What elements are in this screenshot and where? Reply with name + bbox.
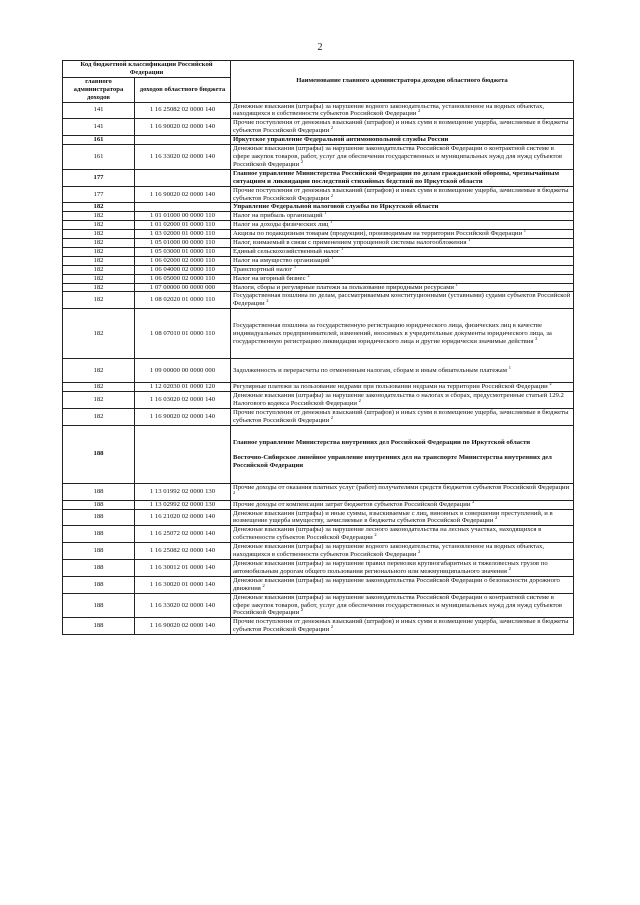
admin-code-cell: 161 [63,136,135,145]
admin-code-cell: 182 [63,221,135,230]
footnote-marker: 2 [494,515,498,521]
admin-code-cell: 177 [63,169,135,186]
income-name-cell [231,218,574,230]
income-name-text: Денежные взыскания (штрафы) за нарушение законодательства Российской Федерации о контрактной системе в сфере закупок товаров, работ, услуг для обеспечения государственных и муниципальных нужд для нужд субъектов Российской Федерации [233,145,563,168]
footnote-marker: 2 [508,565,511,571]
income-code-cell: 1 01 01000 00 0000 110 [135,212,231,221]
footnote-marker: 1 [331,254,334,260]
table-row [63,265,574,274]
footnote-marker: 2 [300,607,304,613]
income-name-cell [231,359,574,383]
table-row [63,292,574,309]
table-row [63,256,574,265]
income-code-cell: 1 08 07010 01 0000 110 [135,309,231,359]
table-row [63,239,574,248]
table-row [63,119,574,136]
admin-code-cell: 188 [63,526,135,543]
income-code-cell: 1 16 30012 01 0000 140 [135,559,231,576]
table-row [63,283,574,292]
budget-classification-table [62,60,574,635]
admin-code-cell: 188 [63,509,135,526]
income-name-cell [231,212,574,221]
income-name-cell [231,227,574,239]
admin-code-cell: 182 [63,309,135,359]
income-name-cell [231,102,574,119]
income-name-cell [231,559,574,576]
table-row [63,593,574,618]
income-name-cell [231,247,574,256]
footnote-marker: 1 [508,364,511,370]
income-name-text: Единый сельскохозяйственный налог [233,247,340,255]
footnote-marker: 2 [374,532,377,538]
admin-code-cell: 182 [63,274,135,283]
income-code-cell: 1 16 25082 02 0000 140 [135,543,231,560]
income-code-cell [135,203,231,212]
income-name-text: Прочие доходы от компенсации затрат бюджетов субъектов Российской Федерации [233,500,471,508]
table-row [63,526,574,543]
table-row [63,409,574,426]
income-name-cell [231,265,574,274]
admin-code-cell: 161 [63,145,135,170]
footnote-marker: 1 [293,263,297,269]
income-code-cell: 1 05 01000 00 0000 110 [135,239,231,248]
admin-code-cell: 182 [63,359,135,383]
income-code-cell [135,169,231,186]
footnote-marker: 2 [535,335,538,341]
income-name-text: Налог на прибыль организаций [233,212,323,220]
income-name-cell [231,292,574,309]
table-row [63,509,574,526]
income-name-text-secondary: Восточно-Сибирское линейное управление внутренних дел на транспорте Министерства внутренних дел Российской Федерации [233,454,552,470]
admin-code-cell: 182 [63,230,135,239]
income-code-cell: 1 16 90020 02 0000 140 [135,409,231,426]
income-name-cell [231,425,574,483]
table-row [63,145,574,170]
footnote-marker: 2 [358,397,361,403]
income-name-text: Государственная пошлина по делам, рассматриваемым конституционными (уставными) судами субъектов Российской Федерации [233,292,571,308]
header-admin-column: главного администратора доходов [63,77,135,102]
income-name-cell [231,383,574,392]
income-name-cell [231,500,574,509]
admin-code-cell: 182 [63,212,135,221]
income-name-text: Налог на доходы физических лиц [233,221,329,229]
table-row [63,392,574,409]
income-code-cell: 1 13 02992 02 0000 130 [135,500,231,509]
footnote-marker: 2 [330,192,334,198]
income-name-cell [231,274,574,283]
footnote-marker: 2 [549,381,552,387]
admin-code-cell: 182 [63,247,135,256]
footnote-marker: 2 [330,125,334,131]
income-code-cell: 1 06 05000 02 0000 110 [135,274,231,283]
header-name-column: Наименование главного администратора доходов областного бюджета [231,61,574,103]
admin-code-cell: 182 [63,265,135,274]
income-name-text: Денежные взыскания (штрафы) и иные суммы, взыскиваемые с лиц, виновных в совершении преступлений, и в возмещение ущерба имуществу, зачисляемые в бюджеты субъектов Российской Федерации [233,509,553,525]
income-name-text: Задолженность и перерасчеты по отмененным налогам, сборам и иным обязательным платежам [233,366,508,374]
admin-code-cell: 182 [63,409,135,426]
income-name-text: Главное управление Министерства Российской Федерации по делам гражданской обороны, чрезвычайным ситуациям и ликвидации последствий стихийных бедствий по Иркутской области [233,169,560,185]
table-row-administrator-header [63,136,574,145]
income-code-cell: 1 12 02030 01 0000 120 [135,383,231,392]
table-header [63,61,574,103]
income-code-cell: 1 06 04000 02 0000 110 [135,265,231,274]
admin-code-cell: 188 [63,618,135,635]
income-code-cell: 1 16 90020 02 0000 140 [135,618,231,635]
table-body [63,102,574,635]
income-code-cell: 1 16 30020 01 0000 140 [135,576,231,593]
header-group-kbk: Код бюджетной классификации Российской Федерации [63,61,231,78]
income-name-cell [231,283,574,292]
income-name-cell [231,576,574,593]
footnote-marker: 2 [307,272,310,278]
income-code-cell: 1 16 33020 02 0000 140 [135,593,231,618]
table-row [63,383,574,392]
table-row [63,247,574,256]
income-name-text: Денежные взыскания (штрафы) за нарушение законодательства Российской Федерации о контрактной системе в сфере закупок товаров, работ, услуг для обеспечения государственных и муниципальных нужд для нужд субъектов Российской Федерации [233,593,563,617]
income-code-cell: 1 06 02000 02 0000 110 [135,256,231,265]
header-income-column: доходов областного бюджета [135,77,231,102]
footnote-marker: 1 [330,218,333,224]
footnote-marker: 2 [300,158,304,164]
income-name-text: Прочие поступления от денежных взысканий (штрафов) и иных сумм в возмещение ущерба, зачисляемые в бюджеты субъектов Российской Федерации [233,618,569,634]
table-row [63,186,574,203]
income-code-cell [135,136,231,145]
admin-code-cell: 188 [63,559,135,576]
income-name-cell [231,392,574,409]
income-name-cell [231,186,574,203]
income-name-cell [231,543,574,560]
footnote-marker: 2 [330,414,334,420]
footnote-marker: 2 [418,108,421,114]
admin-code-cell: 188 [63,576,135,593]
income-name-cell [231,483,574,500]
table-row-administrator-header [63,169,574,186]
income-code-cell: 1 16 90020 02 0000 140 [135,119,231,136]
footnote-marker: 1 [468,236,471,242]
income-code-cell: 1 16 90020 02 0000 140 [135,186,231,203]
admin-code-cell: 141 [63,119,135,136]
admin-code-cell: 182 [63,383,135,392]
income-name-text: Регулярные платежи за пользование недрами при пользовании недрами на территории Российской Федерации [233,383,548,391]
table-row [63,274,574,283]
admin-code-cell: 188 [63,543,135,560]
income-name-cell [231,236,574,248]
income-name-cell [231,593,574,618]
page-number: 2 [317,42,323,53]
income-name-cell [231,509,574,526]
table-row [63,359,574,383]
income-code-cell: 1 03 02000 01 0000 110 [135,230,231,239]
income-name-cell [231,309,574,359]
admin-code-cell: 182 [63,292,135,309]
income-name-text: Денежные взыскания (штрафы) за нарушение законодательства о налогах и сборах, предусмотренные статьей 129.2 Налогового кодекса Российской Федерации [233,392,564,408]
income-name-text: Прочие поступления от денежных взысканий (штрафов) и иных сумм в возмещение ущерба, зачисляемые в бюджеты субъектов Российской Федерации [233,186,569,202]
table-row [63,543,574,560]
footnote-marker: 2 [418,548,421,554]
income-name-text: Налог, взимаемый в связи с применением упрощенной системы налогообложения [233,239,467,247]
income-name-text: Денежные взыскания (штрафы) за нарушение законодательства Российской Федерации о безопасности дорожного движения [233,576,560,592]
income-name-text: Налог на имущество организаций [233,256,330,264]
income-code-cell: 1 16 03020 02 0000 140 [135,392,231,409]
income-name-text: Акцизы по подакцизным товарам (продукции), производимым на территории Российской Федерации [233,230,523,238]
income-code-cell: 1 16 25082 02 0000 140 [135,102,231,119]
admin-code-cell: 141 [63,102,135,119]
spacer [233,446,571,454]
income-name-text: Главное управление Министерства внутренних дел Российской Федерации по Иркутской области [233,438,531,446]
table-row [63,483,574,500]
table-row-administrator-header [63,203,574,212]
income-name-cell [231,136,574,145]
income-name-text: Иркутское управление Федеральной антимонопольной службы России [233,136,449,144]
income-name-text: Налог на игорный бизнес [233,274,306,282]
table-row [63,576,574,593]
admin-code-cell: 188 [63,593,135,618]
footnote-marker: 2 [330,623,334,629]
admin-code-cell: 188 [63,483,135,500]
table-row-administrator-header [63,425,574,483]
footnote-marker: 2 [233,489,236,495]
income-name-text: Налоги, сборы и регулярные платежи за пользование природными ресурсами [233,283,454,291]
income-name-text: Прочие поступления от денежных взысканий (штрафов) и иных сумм в возмещение ущерба, зачисляемые в бюджеты субъектов Российской Федерации [233,409,569,424]
footnote-marker: 1 [341,245,344,251]
income-name-cell [231,145,574,170]
admin-code-cell: 188 [63,425,135,483]
income-name-cell [231,256,574,265]
income-code-cell: 1 16 21020 02 0000 140 [135,509,231,526]
income-name-cell [231,526,574,543]
income-code-cell: 1 16 33020 02 0000 140 [135,145,231,170]
income-name-text: Денежные взыскания (штрафы) за нарушение водного законодательства, установленное на водных объектах, находящихся в собственности субъектов Российской Федерации [233,102,544,118]
table-row [63,221,574,230]
income-code-cell: 1 05 03000 01 0000 110 [135,247,231,256]
footnote-marker: 1 [455,281,458,287]
income-name-cell [231,618,574,635]
income-code-cell: 1 09 00000 00 0000 000 [135,359,231,383]
income-code-cell [135,425,231,483]
income-name-text: Прочие доходы от оказания платных услуг (работ) получателями средств бюджетов субъектов Российской Федерации [233,483,570,491]
income-name-text: Денежные взыскания (штрафы) за нарушение лесного законодательства на лесных участках, находящихся в собственности субъектов Российской Федерации [233,526,542,542]
admin-code-cell: 182 [63,283,135,292]
income-code-cell: 1 01 02000 01 0000 110 [135,221,231,230]
income-code-cell: 1 07 00000 00 0000 000 [135,283,231,292]
income-code-cell: 1 13 01992 02 0000 130 [135,483,231,500]
admin-code-cell: 188 [63,500,135,509]
footnote-marker: 1 [523,227,527,233]
table-row [63,230,574,239]
table-row [63,500,574,509]
table-row [63,618,574,635]
income-name-text: Транспортный налог [233,265,293,273]
income-name-text: Управление Федеральной налоговой службы по Иркутской области [233,203,439,211]
admin-code-cell: 182 [63,256,135,265]
footnote-marker: 2 [262,582,265,588]
footnote-marker: 1 [324,210,327,216]
income-name-cell [231,169,574,186]
table-row [63,559,574,576]
footnote-marker: 2 [472,498,475,504]
table-row [63,309,574,359]
admin-code-cell: 182 [63,203,135,212]
income-name-text: Денежные взыскания (штрафы) за нарушение правил перевозки крупногабаритных и тяжеловесных грузов по автомобильным дорогам общего пользования регионального или межмуниципального значения [233,559,548,575]
table-row [63,212,574,221]
income-code-cell: 1 16 25072 02 0000 140 [135,526,231,543]
admin-code-cell: 182 [63,239,135,248]
income-code-cell: 1 08 02020 01 0000 110 [135,292,231,309]
income-name-cell [231,119,574,136]
income-name-text: Прочие поступления от денежных взысканий (штрафов) и иных сумм в возмещение ущерба, зачисляемые в бюджеты субъектов Российской Федерации [233,119,569,135]
admin-code-cell: 177 [63,186,135,203]
footnote-marker: 2 [266,298,269,304]
table-row [63,102,574,119]
income-name-cell [231,203,574,212]
admin-code-cell: 182 [63,392,135,409]
income-name-text: Государственная пошлина за государственную регистрацию юридического лица, физических лиц в качестве индивидуальных предпринимателей, изменений, вносимых в учредительные документы юридического лица, за государственную регистрацию ликвидации юридического лица и другие юридически значимые действия [233,321,552,345]
income-name-cell [231,409,574,426]
income-name-text: Денежные взыскания (штрафы) за нарушение водного законодательства, установленное на водных объектах, находящихся в собственности субъектов Российской Федерации [233,543,544,559]
